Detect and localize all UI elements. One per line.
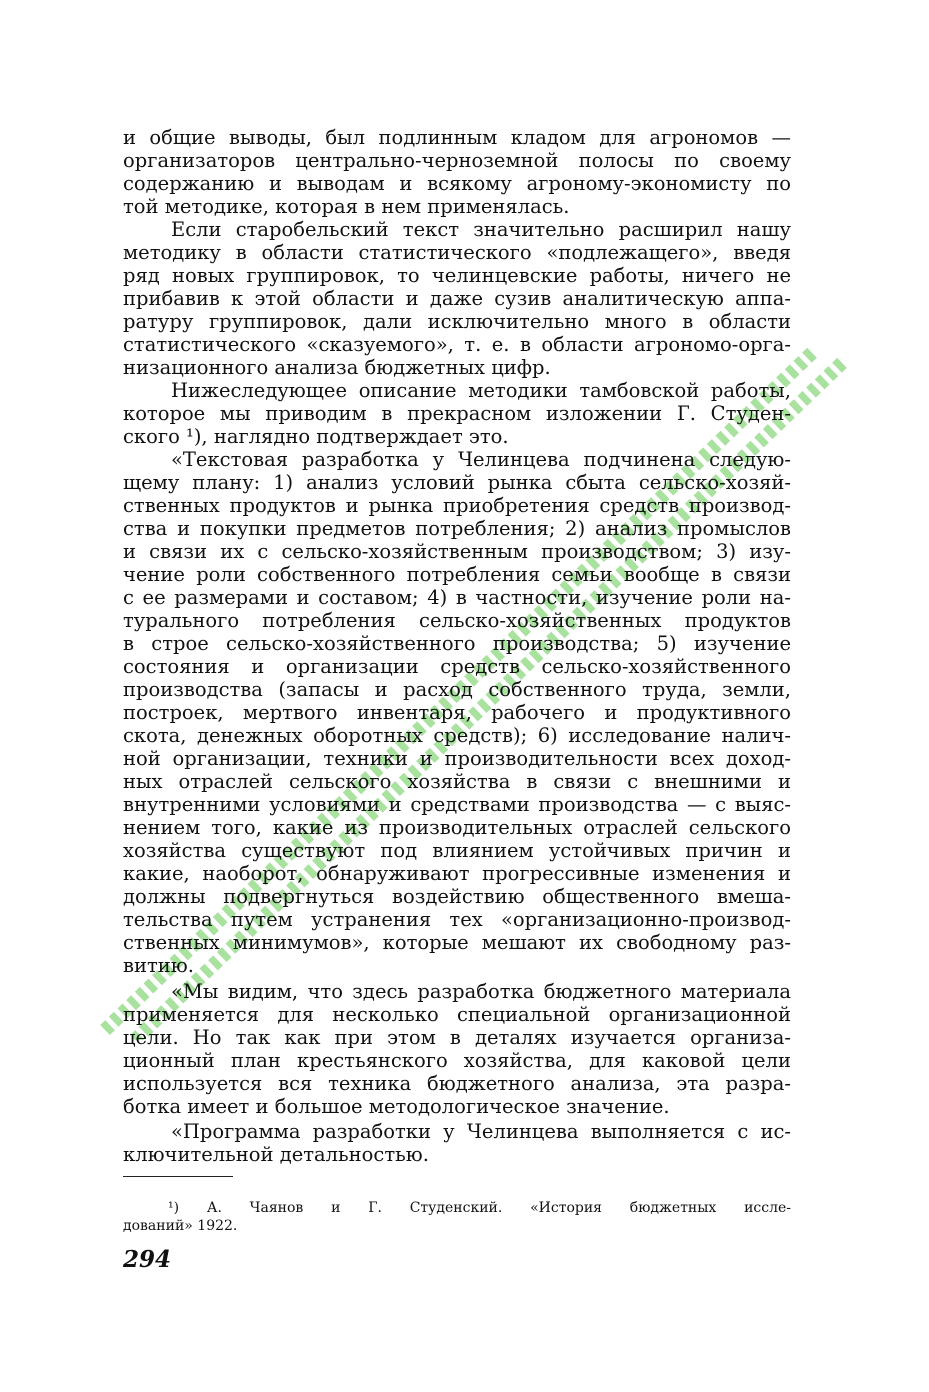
text-line: ной организации, техники и производительности всех доход- <box>123 747 791 770</box>
text-line: витию. <box>123 954 194 977</box>
text-line: используется вся техника бюджетного анализа, эта разра- <box>123 1072 791 1095</box>
footnote-divider <box>123 1176 233 1177</box>
text-line: организаторов центрально-черноземной полосы по своему <box>123 149 791 172</box>
text-line: с ее размерами и составом; 4) в частности, изучение роли на- <box>123 586 791 609</box>
text-line: Если старобельский текст значительно расширил нашу <box>171 218 791 241</box>
text-line: состояния и организации средств сельско-хозяйственного <box>123 655 791 678</box>
text-line: ботка имеет и большое методологическое значение. <box>123 1095 670 1118</box>
text-line: ратуру группировок, дали исключительно много в области <box>123 310 791 333</box>
text-line: хозяйства существуют под влиянием устойчивых причин и <box>123 839 791 862</box>
text-line: и связи их с сельско-хозяйственным производством; 3) изу- <box>123 540 791 563</box>
text-line: содержанию и выводам и всякому агроному-экономисту по <box>123 172 791 195</box>
text-line: той методике, которая в нем применялась. <box>123 195 570 218</box>
text-line: скота, денежных оборотных средств); 6) исследование налич- <box>123 724 791 747</box>
text-line: ственных продуктов и рынка приобретения средств производ- <box>123 494 791 517</box>
text-line: применяется для несколько специальной организационной <box>123 1003 791 1026</box>
text-line: ционный план крестьянского хозяйства, для каковой цели <box>123 1049 791 1072</box>
text-line: «Мы видим, что здесь разработка бюджетного материала <box>171 980 791 1003</box>
text-line: ных отраслей сельского хозяйства в связи с внешними и <box>123 770 791 793</box>
text-line: методику в области статистического «подлежащего», введя <box>123 241 791 264</box>
text-line: низационного анализа бюджетных цифр. <box>123 356 551 379</box>
text-line: «Программа разработки у Челинцева выполняется с ис- <box>171 1120 791 1143</box>
text-line: ского ¹), наглядно подтверждает это. <box>123 425 509 448</box>
text-line: ственных минимумов», которые мешают их свободному раз- <box>123 931 791 954</box>
text-line: производства (запасы и расход собственного труда, земли, <box>123 678 791 701</box>
text-line: и общие выводы, был подлинным кладом для агрономов — <box>123 126 791 149</box>
page-number: 294 <box>123 1246 172 1273</box>
text-line: должны подвергнуться воздействию общественного вмеша- <box>123 885 791 908</box>
text-line: внутренними условиями и средствами производства — с выяс- <box>123 793 791 816</box>
text-line: ключительной детальностью. <box>123 1143 429 1166</box>
text-line: Нижеследующее описание методики тамбовской работы, <box>171 379 791 402</box>
text-line: нением того, какие из производительных отраслей сельского <box>123 816 791 839</box>
text-line: которое мы приводим в прекрасном изложении Г. Студен- <box>123 402 791 425</box>
text-line: щему плану: 1) анализ условий рынка сбыта сельско-хозяй- <box>123 471 791 494</box>
text-line: ряд новых группировок, то челинцевские работы, ничего не <box>123 264 791 287</box>
text-line: статистического «сказуемого», т. е. в области агрономо-орга- <box>123 333 791 356</box>
text-line: чение роли собственного потребления семьи вообще в связи <box>123 563 791 586</box>
text-line: ства и покупки предметов потребления; 2) анализ промыслов <box>123 517 791 540</box>
text-line: какие, наоборот, обнаруживают прогрессивные изменения и <box>123 862 791 885</box>
text-line: в строе сельско-хозяйственного производства; 5) изучение <box>123 632 791 655</box>
text-line: турального потребления сельско-хозяйственных продуктов <box>123 609 791 632</box>
text-line: построек, мертвого инвентаря, рабочего и продуктивного <box>123 701 791 724</box>
text-line: цели. Но так как при этом в деталях изучается организа- <box>123 1026 791 1049</box>
text-line: тельства путем устранения тех «организационно-производ- <box>123 908 791 931</box>
text-line: «Текстовая разработка у Челинцева подчинена следую- <box>171 448 791 471</box>
footnote-line: ¹) А. Чаянов и Г. Студенский. «История бюджетных иссле- <box>168 1200 791 1216</box>
footnote-line: дований» 1922. <box>123 1218 238 1234</box>
text-line: прибавив к этой области и даже сузив аналитическую аппа- <box>123 287 791 310</box>
